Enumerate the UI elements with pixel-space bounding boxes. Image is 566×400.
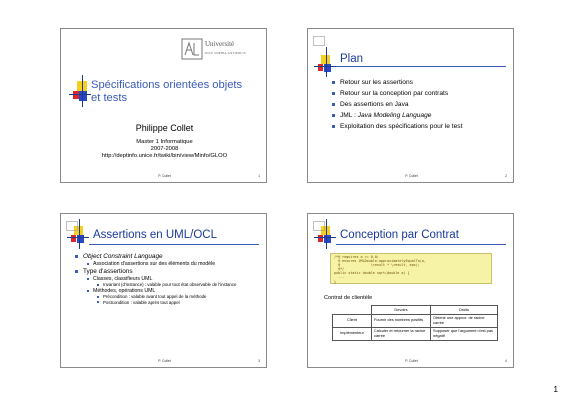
assertions-list: [75, 252, 263, 305]
table-cell: Supposer que l'argument n'est pas négatif: [431, 327, 498, 340]
footer-slide-number: 2: [505, 174, 507, 178]
table-cell: Client: [333, 314, 372, 327]
slide-title: Conception par Contrat: [340, 229, 459, 241]
footer-slide-number: 4: [505, 359, 507, 363]
page-number: 1: [553, 385, 558, 394]
list-item: [332, 112, 510, 120]
slide-title: Plan: [340, 53, 364, 65]
course-name: Master 1 Informatique: [136, 139, 193, 145]
plan-list: [332, 79, 510, 134]
list-item: Invariant (d'instance) : valable pour tout état observable de l'instance: [75, 282, 263, 287]
table-row: [333, 327, 498, 340]
table-cell: Obtenir une approx. de racine carrée: [431, 314, 498, 327]
university-logo: [181, 37, 261, 63]
slide-1: [60, 28, 267, 183]
slide-title: Assertions en UML/OCL: [93, 229, 217, 241]
corner-logo-icon: [313, 33, 325, 43]
author-name: Philippe Collet: [135, 123, 194, 133]
jml-full-name: Java Modeling Language: [357, 111, 432, 119]
title-line-1: Spécifications orientées objets: [91, 79, 243, 91]
list-item: Précondition : valable avant tout appel de la méthode: [75, 294, 263, 299]
slide-3: [60, 213, 267, 368]
slide-4: [307, 213, 514, 368]
code-block: /*@ requires a >= 0.0; @ ensures JMLDouble.approximatelyEqualTo(a, @ \result * \result, eps); @*/ public static double sqrt(double a) { ... }: [330, 253, 492, 284]
list-item: Méthodes, opérations UML: [75, 288, 263, 294]
jml-label: JML :: [340, 111, 358, 119]
list-item: Exploitation des spécifications pour le test: [332, 123, 510, 131]
table-cell: Calculer et retourner la racine carrée: [372, 327, 431, 340]
table-header-cell: Devoirs: [372, 306, 431, 315]
table-cell: Implémenteur: [333, 327, 372, 340]
university-logo-icon: [181, 38, 203, 60]
academic-year: 2007-2008: [150, 146, 179, 152]
footer-slide-number: 1: [258, 174, 260, 178]
table-header-cell: Droits: [431, 306, 498, 315]
corner-logo-icon: [313, 218, 325, 228]
footer-author: P. Collet: [158, 174, 171, 178]
list-item: Classes, classifieurs UML: [75, 276, 263, 282]
logo-text: Université: [205, 40, 235, 48]
contract-table: [332, 305, 498, 341]
footer-slide-number: 3: [258, 359, 260, 363]
table-cell: Fournir des nombres positifs: [372, 314, 431, 327]
list-item: Association d'assertions sur des éléments du modèle: [75, 261, 263, 267]
title-line-2: et tests: [91, 92, 128, 104]
list-item: [75, 253, 263, 260]
footer-author: P. Collet: [405, 174, 418, 178]
footer-author: P. Collet: [405, 359, 418, 363]
list-item: Des assertions en Java: [332, 101, 510, 109]
list-item: Retour sur la conception par contrats: [332, 90, 510, 98]
table-header-cell: [333, 306, 372, 315]
list-item: Postcondition : valable après tout appel: [75, 300, 263, 305]
footer-author: P. Collet: [158, 359, 171, 363]
list-item: Retour sur les assertions: [332, 79, 510, 87]
contract-title: Contrat de clientèle: [324, 295, 373, 301]
table-row: [333, 314, 498, 327]
corner-logo-icon: [66, 218, 78, 228]
slide-title: [91, 79, 266, 105]
slide-2: [307, 28, 514, 183]
logo-subtext: NICE SOPHIA ANTIPOLIS: [205, 51, 246, 55]
ocl-label: Object Constraint Language: [83, 253, 163, 261]
list-item: Type d'assertions: [75, 268, 263, 275]
course-url: http://deptinfo.unice.fr/twiki/bin/view/Minfo/GLOO: [101, 153, 228, 159]
table-header-row: [333, 306, 498, 315]
